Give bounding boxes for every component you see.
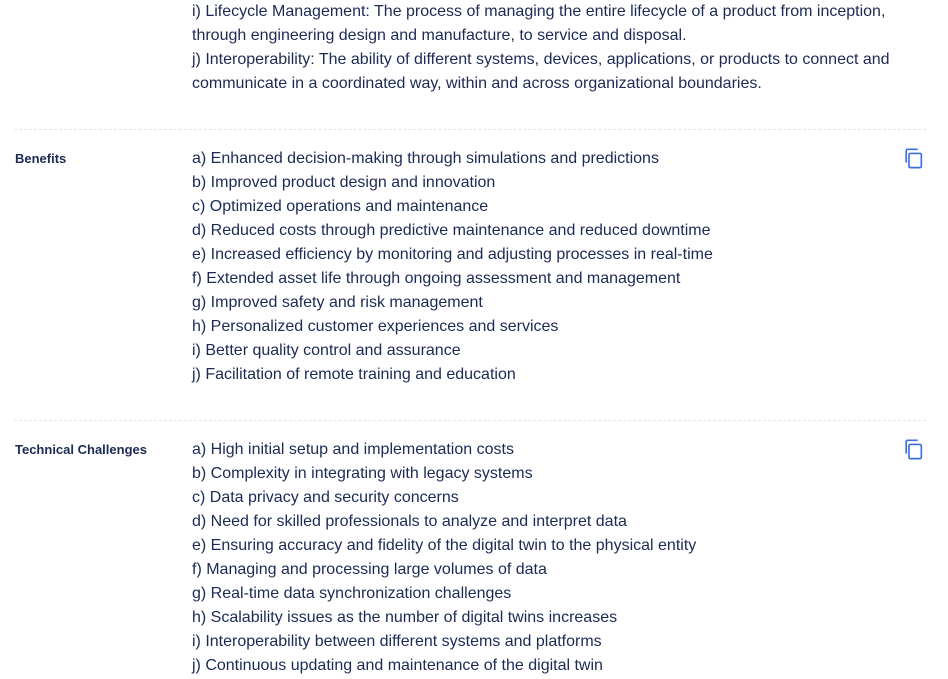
list-item: j) Facilitation of remote training and education [192, 366, 516, 383]
list-item: a) High initial setup and implementation costs [192, 441, 514, 458]
intro-line: communicate in a coordinated way, within and across organizational boundaries. [192, 75, 762, 92]
intro-line: through engineering design and manufacture, to service and disposal. [192, 27, 687, 44]
section-divider [14, 129, 926, 130]
copy-technical-challenges-button[interactable] [903, 438, 925, 460]
list-item: b) Complexity in integrating with legacy systems [192, 465, 533, 482]
intro-line: j) Interoperability: The ability of different systems, devices, applications, or products to connect and [192, 51, 890, 68]
list-item: i) Better quality control and assurance [192, 342, 461, 359]
copy-icon [903, 147, 925, 169]
list-item: f) Extended asset life through ongoing assessment and management [192, 270, 681, 287]
copy-benefits-button[interactable] [903, 147, 925, 169]
list-item: f) Managing and processing large volumes of data [192, 561, 547, 578]
list-item: g) Real-time data synchronization challenges [192, 585, 512, 602]
list-item: i) Interoperability between different systems and platforms [192, 633, 602, 650]
list-item: b) Improved product design and innovation [192, 174, 496, 191]
list-item: c) Data privacy and security concerns [192, 489, 459, 506]
section-label-benefits: Benefits [15, 151, 67, 166]
list-item: d) Need for skilled professionals to analyze and interpret data [192, 513, 627, 530]
section-divider [14, 420, 926, 421]
list-item: c) Optimized operations and maintenance [192, 198, 489, 215]
list-item: e) Ensuring accuracy and fidelity of the digital twin to the physical entity [192, 537, 697, 554]
list-item: j) Continuous updating and maintenance of the digital twin [192, 657, 603, 674]
benefits-list [192, 147, 892, 387]
intro-line: i) Lifecycle Management: The process of managing the entire lifecycle of a product from inception, [192, 3, 886, 20]
list-item: h) Scalability issues as the number of digital twins increases [192, 609, 618, 626]
technical-challenges-list [192, 438, 892, 678]
copy-icon [903, 438, 925, 460]
list-item: a) Enhanced decision-making through simulations and predictions [192, 150, 659, 167]
intro-text-block [192, 0, 912, 96]
section-label-technical-challenges: Technical Challenges [15, 442, 147, 457]
list-item: h) Personalized customer experiences and services [192, 318, 559, 335]
list-item: d) Reduced costs through predictive maintenance and reduced downtime [192, 222, 711, 239]
list-item: g) Improved safety and risk management [192, 294, 483, 311]
list-item: e) Increased efficiency by monitoring and adjusting processes in real-time [192, 246, 713, 263]
